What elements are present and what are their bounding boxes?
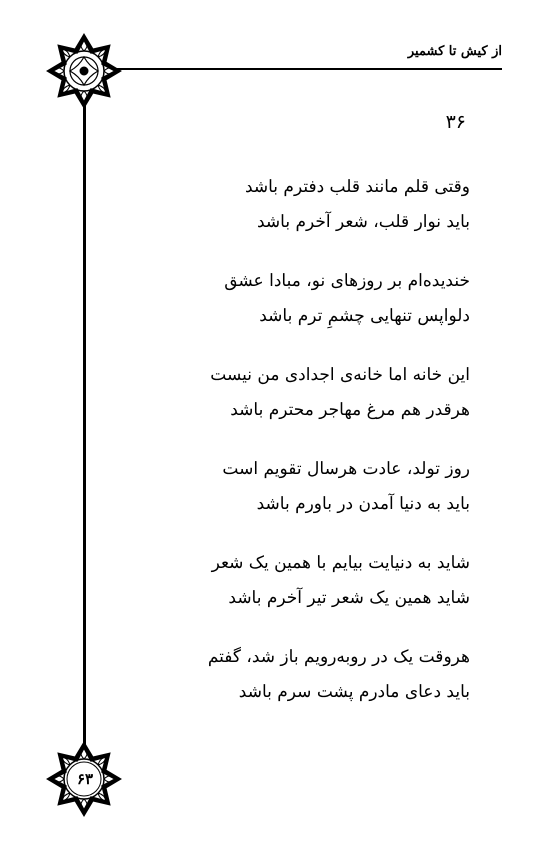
- stanza: [150, 452, 470, 522]
- verse-line: دلواپس تنهایی چشمِ ترم باشد: [259, 306, 470, 326]
- verse-line: هروقت یک در روبه‌رویم باز شد، گفتم: [207, 647, 470, 667]
- top-rosette-ornament-icon: [45, 32, 123, 110]
- running-header-title: از کیش تا کشمیر: [407, 44, 502, 59]
- margin-rule: [83, 95, 86, 747]
- verse-line: روز تولد، عادت هرسال تقویم است: [222, 459, 470, 479]
- stanza: [150, 546, 470, 616]
- verse-line: باید دعای مادرم پشت سرم باشد: [238, 682, 470, 702]
- verse-line: باید به دنیا آمدن در باورم باشد: [256, 494, 470, 514]
- verse-line: این خانه اما خانه‌ی اجدادی من نیست: [210, 365, 470, 385]
- verse-line: وقتی قلم مانند قلب دفترم باشد: [244, 177, 470, 197]
- poem-body: [150, 170, 470, 734]
- page-number: ۶۳: [76, 770, 94, 788]
- stanza: [150, 264, 470, 334]
- header-rule: [98, 68, 502, 70]
- verse-line: هرقدر هم مرغ مهاجر محترم باشد: [230, 400, 470, 420]
- verse-line: باید نوار قلب، شعر آخرم باشد: [256, 212, 470, 232]
- stanza: [150, 640, 470, 710]
- stanza: [150, 170, 470, 240]
- verse-line: شاید همین یک شعر تیر آخرم باشد: [228, 588, 470, 608]
- verse-line: خندیده‌ام بر روزهای نو، مبادا عشق: [224, 271, 470, 291]
- stanza: [150, 358, 470, 428]
- poem-number: ۳۶: [445, 111, 466, 133]
- verse-line: شاید به دنیایت بیایم با همین یک شعر: [211, 553, 470, 573]
